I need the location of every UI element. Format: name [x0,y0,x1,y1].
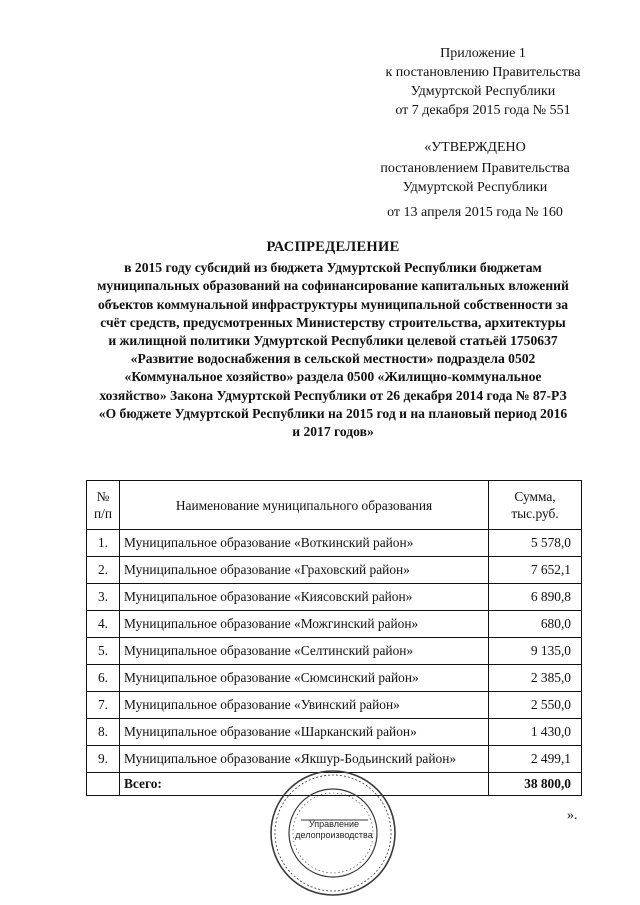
heading-line: и 2017 годов» [292,424,374,440]
table-row [87,719,582,746]
row-sum: 680,0 [489,611,582,638]
total-num-cell [87,773,120,796]
table-row [87,692,582,719]
annex-block [368,44,598,120]
row-num: 6. [87,665,120,692]
row-num: 3. [87,584,120,611]
approved-line-2: постановлением Правительства [380,161,570,176]
table-row [87,557,582,584]
row-num: 7. [87,692,120,719]
row-num: 8. [87,719,120,746]
row-sum: 1 430,0 [489,719,582,746]
annex-line-1: Приложение 1 [440,46,526,61]
document-heading [78,238,588,441]
approved-line-1: «УТВЕРЖДЕНО [424,140,526,155]
row-sum: 2 499,1 [489,746,582,773]
office-stamp [268,768,398,903]
row-sum: 2 550,0 [489,692,582,719]
heading-line: хозяйство» Закона Удмуртской Республики от 26 декабря 2014 года № 87-РЗ [99,387,567,403]
row-name: Муниципальное образование «Сюмсинский район» [120,665,489,692]
row-name: Муниципальное образование «Увинский район» [120,692,489,719]
stamp-line-1: Управление [308,819,360,829]
table-row [87,530,582,557]
approved-line-4: от 13 апреля 2015 года № 160 [387,205,563,220]
row-name: Муниципальное образование «Якшур-Бодьинский район» [120,746,489,773]
heading-line: объектов коммунальной инфраструктуры муниципальной собственности за [97,296,569,312]
row-name: Муниципальное образование «Селтинский район» [120,638,489,665]
heading-line: «Развитие водоснабжения в сельской местности» подраздела 0502 [130,351,536,367]
heading-line: в 2015 году субсидий из бюджета Удмуртской Республики бюджетам [124,260,542,276]
row-sum: 5 578,0 [489,530,582,557]
row-name: Муниципальное образование «Шарканский район» [120,719,489,746]
annex-line-3: Удмуртской Республики [410,84,556,99]
annex-line-2: к постановлению Правительства [385,65,581,80]
heading-title: РАСПРЕДЕЛЕНИЕ [266,239,400,255]
approved-line-3: Удмуртской Республики [402,180,548,195]
row-name: Муниципальное образование «Киясовский район» [120,584,489,611]
header-name: Наименование муниципального образования [120,481,489,530]
distribution-table [86,480,582,796]
stamp-seal-icon [268,768,398,898]
header-sum: Сумма, тыс.руб. [489,481,582,530]
row-num: 2. [87,557,120,584]
table-row [87,611,582,638]
table-row [87,584,582,611]
heading-line: счёт средств, предусмотренных Министерству строительства, архитектуры [100,314,566,330]
heading-line: «О бюджете Удмуртской Республики на 2015 год и на плановый период 2016 [98,405,568,421]
row-name: Муниципальное образование «Можгинский район» [120,611,489,638]
table-row [87,638,582,665]
approved-block [360,138,590,222]
closing-quote: ». [567,808,578,823]
row-name: Муниципальное образование «Граховский район» [120,557,489,584]
row-sum: 7 652,1 [489,557,582,584]
row-num: 5. [87,638,120,665]
row-sum: 9 135,0 [489,638,582,665]
row-sum: 2 385,0 [489,665,582,692]
row-num: 9. [87,746,120,773]
row-num: 1. [87,530,120,557]
row-name: Муниципальное образование «Воткинский район» [120,530,489,557]
total-label: Всего: [120,773,489,796]
annex-line-4: от 7 декабря 2015 года № 551 [395,103,571,118]
heading-line: и жилищной политики Удмуртской Республики целевой статьёй 1750637 [108,333,558,349]
row-sum: 6 890,8 [489,584,582,611]
heading-line: «Коммунальное хозяйство» раздела 0500 «Жилищно-коммунальное [124,369,542,385]
row-num: 4. [87,611,120,638]
stamp-line-2: делопроизводства [295,830,373,840]
header-num: № п/п [87,481,120,530]
table-row [87,665,582,692]
total-sum: 38 800,0 [489,773,582,796]
table-header-row [87,481,582,530]
heading-line: муниципальных образований на софинансирование капитальных вложений [97,278,569,294]
